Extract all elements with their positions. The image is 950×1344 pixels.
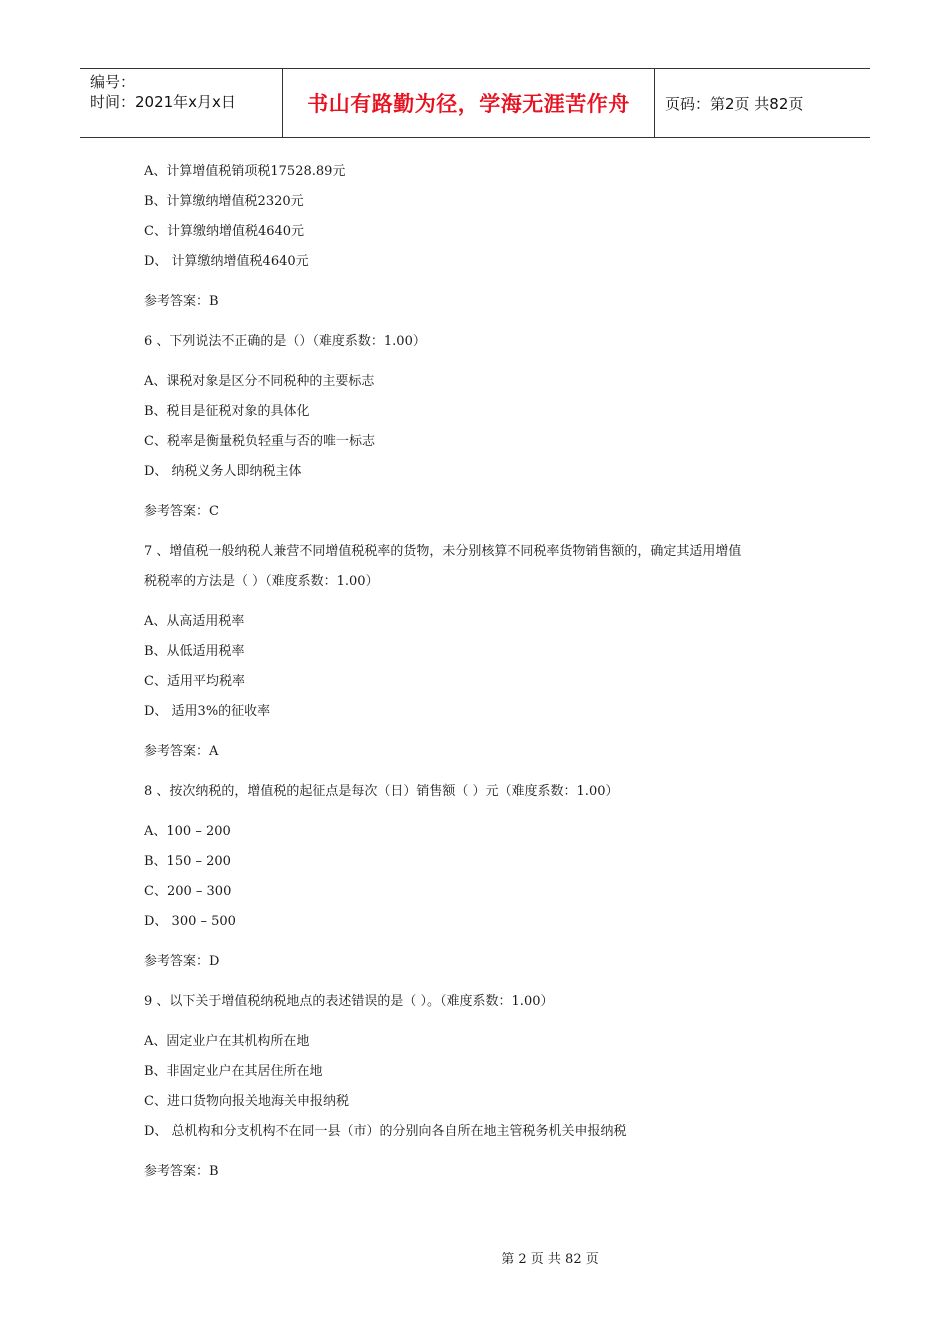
footer-page-number: 第 2 页 共 82 页 bbox=[501, 1252, 599, 1267]
question-line: 8 、按次纳税的，增值税的起征点是每次（日）销售额（ ）元（难度系数：1.00） bbox=[144, 784, 619, 799]
header-meta bbox=[80, 69, 282, 137]
option-line: D、 适用3%的征收率 bbox=[144, 704, 271, 719]
option-line: D、 纳税义务人即纳税主体 bbox=[144, 464, 302, 479]
header-page-info: 页码：第2页 共82页 bbox=[665, 94, 804, 113]
answer-line: 参考答案：D bbox=[144, 954, 220, 969]
question-line-cont: 税税率的方法是（ ）（难度系数：1.00） bbox=[144, 574, 379, 589]
page-footer bbox=[0, 1248, 950, 1267]
date-label: 时间：2021年x月x日 bbox=[90, 93, 236, 111]
page-header bbox=[80, 68, 870, 138]
option-line: C、计算缴纳增值税4640元 bbox=[144, 224, 305, 239]
option-line: C、适用平均税率 bbox=[144, 674, 245, 689]
serial-label: 编号： bbox=[90, 73, 136, 91]
answer-line: 参考答案：B bbox=[144, 294, 219, 309]
option-line: B、计算缴纳增值税2320元 bbox=[144, 194, 304, 209]
answer-line: 参考答案：A bbox=[144, 744, 219, 759]
option-line: A、课税对象是区分不同税种的主要标志 bbox=[144, 374, 375, 389]
option-line: D、 300 – 500 bbox=[144, 914, 236, 929]
option-line: A、计算增值税销项税17528.89元 bbox=[144, 164, 346, 179]
option-line: A、从高适用税率 bbox=[144, 614, 245, 629]
option-line: A、100 – 200 bbox=[144, 824, 231, 839]
answer-line: 参考答案：C bbox=[144, 504, 219, 519]
option-line: C、200 – 300 bbox=[144, 884, 232, 899]
option-line: B、从低适用税率 bbox=[144, 644, 245, 659]
option-line: D、 总机构和分支机构不在同一县（市）的分别向各自所在地主管税务机关申报纳税 bbox=[144, 1124, 627, 1139]
header-motto: 书山有路勤为径，学海无涯苦作舟 bbox=[282, 69, 655, 137]
option-line: B、税目是征税对象的具体化 bbox=[144, 404, 310, 419]
question-line: 9 、以下关于增值税纳税地点的表述错误的是（ ）。（难度系数：1.00） bbox=[144, 994, 554, 1009]
option-line: A、固定业户在其机构所在地 bbox=[144, 1034, 310, 1049]
answer-line: 参考答案：B bbox=[144, 1164, 219, 1179]
option-line: C、税率是衡量税负轻重与否的唯一标志 bbox=[144, 434, 375, 449]
option-line: B、非固定业户在其居住所在地 bbox=[144, 1064, 323, 1079]
option-line: B、150 – 200 bbox=[144, 854, 231, 869]
question-line: 7 、增值税一般纳税人兼营不同增值税税率的货物，未分别核算不同税率货物销售额的，确定其适用增值 bbox=[144, 544, 742, 559]
option-line: C、进口货物向报关地海关申报纳税 bbox=[144, 1094, 349, 1109]
question-line: 6 、下列说法不正确的是（）（难度系数：1.00） bbox=[144, 334, 426, 349]
option-line: D、 计算缴纳增值税4640元 bbox=[144, 254, 309, 269]
